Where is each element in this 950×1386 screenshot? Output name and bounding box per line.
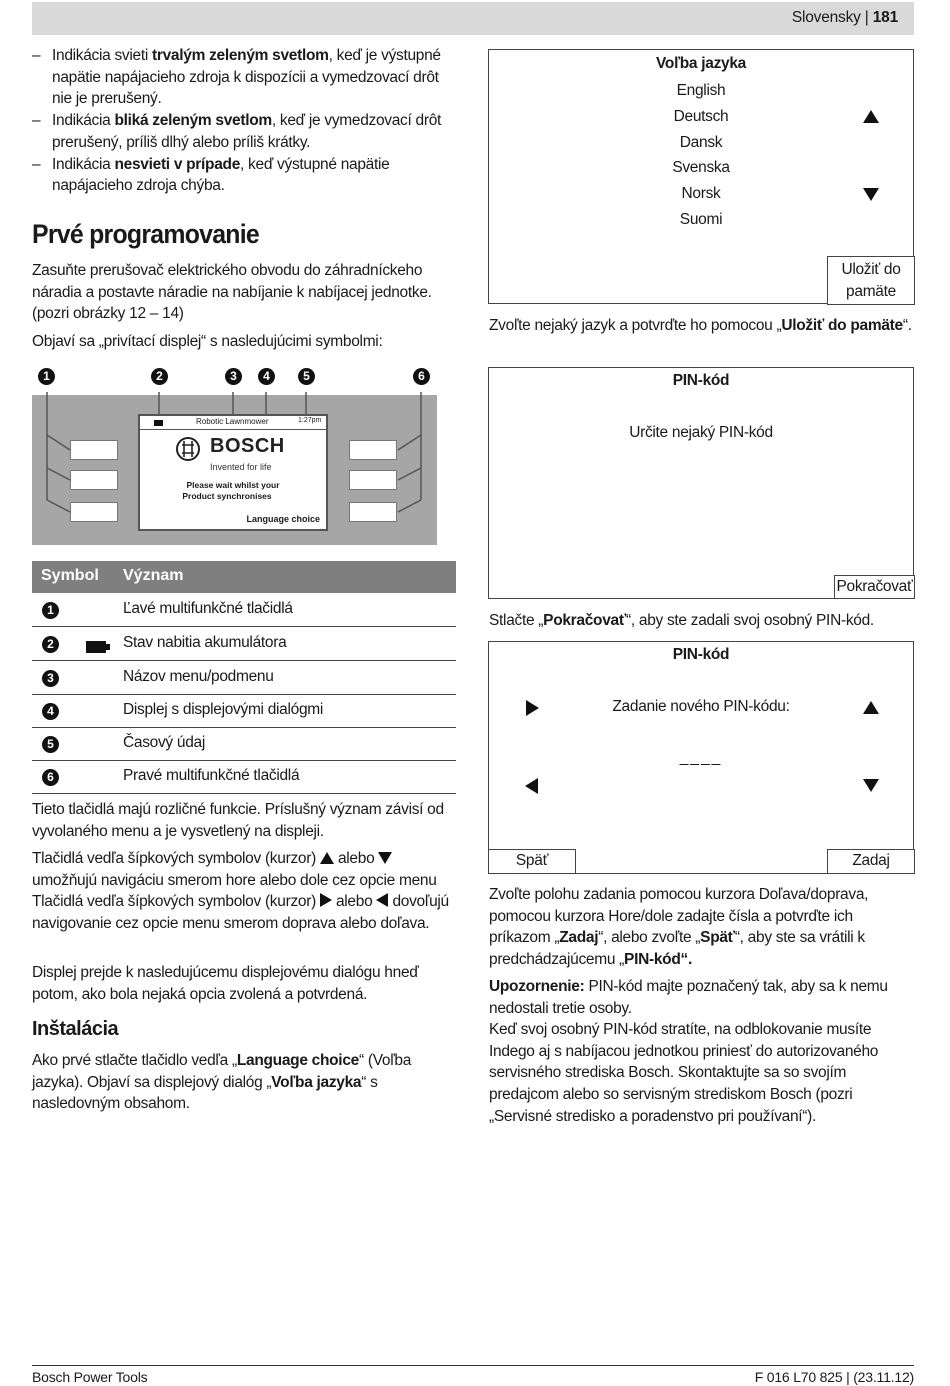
row-symbol: 3 bbox=[42, 670, 59, 687]
paragraph-cursor-nav bbox=[32, 848, 458, 935]
row-symbol: 1 bbox=[42, 602, 59, 619]
section-heading: Prvé programovanie bbox=[32, 219, 259, 249]
save-button[interactable]: Uložiť do pamäte bbox=[827, 256, 915, 305]
page-header bbox=[32, 2, 914, 35]
bullet-dash: – bbox=[32, 155, 41, 173]
bosch-logo-icon bbox=[175, 436, 201, 462]
bullet-list bbox=[32, 45, 458, 197]
text: “ s nasledovným obsahom. bbox=[32, 1073, 378, 1113]
up-arrow-icon[interactable] bbox=[863, 110, 879, 123]
right-arrow-icon bbox=[320, 893, 332, 907]
bullet-text: Indikácia bbox=[52, 155, 115, 173]
bold-text: Language choice bbox=[236, 1052, 359, 1069]
paragraph bbox=[489, 610, 917, 632]
row-meaning: Displej s displejovými dialógmi bbox=[123, 701, 324, 718]
language-option[interactable]: Suomi bbox=[679, 210, 723, 228]
table-row bbox=[32, 728, 456, 761]
up-arrow-icon bbox=[320, 852, 334, 864]
screen-time: 1:27pm bbox=[298, 417, 322, 424]
pin-dialog-enter bbox=[488, 641, 914, 874]
bullet-item bbox=[32, 110, 458, 153]
text: alebo bbox=[335, 893, 373, 911]
row-symbol: 2 bbox=[42, 636, 59, 653]
down-arrow-icon bbox=[378, 852, 392, 864]
text: umožňujú navigáciu smerom hore alebo dole cez opcie menu bbox=[32, 871, 437, 889]
dialog-title: PIN-kód bbox=[672, 646, 730, 663]
bullet-bold: bliká zeleným svetlom bbox=[114, 112, 272, 130]
paragraph: Tieto tlačidlá majú rozličné funkcie. Príslušný význam závisí od vyvolaného menu a je vysvetlený na displeji. bbox=[32, 801, 444, 840]
down-arrow-icon[interactable] bbox=[863, 779, 879, 792]
bullet-item bbox=[32, 45, 458, 110]
bold-text: Zadaj bbox=[559, 929, 599, 947]
dialog-title: Voľba jazyka bbox=[656, 55, 746, 72]
continue-button[interactable]: Pokračovať bbox=[834, 575, 915, 599]
row-meaning: Pravé multifunkčné tlačidlá bbox=[123, 767, 300, 784]
language-option[interactable]: Dansk bbox=[679, 133, 723, 151]
table-row bbox=[32, 594, 456, 627]
table-row bbox=[32, 761, 456, 794]
paragraph bbox=[489, 884, 917, 971]
callout-2: 2 bbox=[151, 368, 168, 385]
back-button[interactable]: Späť bbox=[488, 849, 576, 874]
bold-text: PIN-kód bbox=[624, 951, 681, 969]
text: Tlačidlá vedľa šípkových symbolov (kurzor) bbox=[32, 893, 316, 911]
screen-divider bbox=[140, 429, 326, 430]
bold-text: Uložiť do pamäte bbox=[781, 317, 903, 334]
battery-icon bbox=[154, 420, 163, 426]
header-separator: | bbox=[864, 9, 869, 26]
bold-text: “. bbox=[680, 951, 692, 969]
table-row bbox=[32, 628, 456, 661]
language-choice-label: Language choice bbox=[246, 514, 320, 524]
header-text bbox=[792, 9, 898, 27]
intro-paragraph: Zasuňte prerušovač elektrického obvodu do záhradníckeho náradia a postavte náradie na nabíjanie k nabíjacej jednotke. (pozri obrázky 12 – 14) bbox=[32, 262, 432, 323]
text: Ako prvé stlačte tlačidlo vedľa „ bbox=[32, 1052, 237, 1069]
page-number: 181 bbox=[872, 9, 898, 26]
brand-tagline: Invented for life bbox=[210, 462, 272, 472]
bullet-text: Indikácia bbox=[52, 112, 115, 130]
screen-title: Robotic Lawnmower bbox=[196, 417, 269, 426]
dialog-message: Určite nejaký PIN-kód bbox=[629, 424, 773, 441]
dialog-title: PIN-kód bbox=[672, 372, 730, 389]
bullet-text: Indikácia svieti bbox=[52, 47, 153, 64]
text: “ (Voľba jazyka). Objaví sa displejový dialóg „ bbox=[32, 1052, 412, 1091]
bullet-dash: – bbox=[32, 112, 41, 130]
callout-4: 4 bbox=[258, 368, 275, 385]
text: “, aby ste sa vrátili k predchádzajúcemu „ bbox=[489, 929, 865, 969]
footer-left: Bosch Power Tools bbox=[32, 1369, 148, 1385]
row-meaning: Ľavé multifunkčné tlačidlá bbox=[123, 600, 293, 617]
header-language: Slovensky bbox=[791, 9, 861, 26]
row-meaning: Časový údaj bbox=[123, 734, 205, 751]
brand-name: BOSCH bbox=[210, 435, 285, 457]
text: “, aby ste zadali svoj osobný PIN-kód. bbox=[626, 612, 874, 629]
bold-text: Pokračovať bbox=[543, 612, 626, 629]
text: “, alebo zvoľte „ bbox=[598, 929, 701, 947]
table-row bbox=[32, 662, 456, 695]
battery-icon bbox=[86, 641, 106, 653]
text: alebo bbox=[337, 850, 375, 867]
bold-text: Späť bbox=[700, 929, 735, 947]
language-option[interactable]: Deutsch bbox=[673, 107, 729, 125]
col-meaning: Význam bbox=[123, 567, 184, 584]
col-symbol: Symbol bbox=[41, 567, 99, 584]
text: dovoľujú navigovanie cez opcie menu smerom doprava alebo doľava. bbox=[32, 893, 449, 933]
text: Tlačidlá vedľa šípkových symbolov (kurzor) bbox=[32, 850, 316, 867]
text: Stlačte „ bbox=[489, 612, 544, 629]
text: PIN-kód majte poznačený tak, aby sa k nemu nedostali tretie osoby. bbox=[489, 978, 888, 1017]
screen-message-2: Product synchronises bbox=[182, 491, 272, 501]
down-arrow-icon[interactable] bbox=[863, 188, 879, 201]
bullet-bold: nesvieti v prípade bbox=[114, 155, 241, 173]
text: “. bbox=[902, 317, 912, 334]
row-meaning: Stav nabitia akumulátora bbox=[123, 634, 287, 651]
callout-5: 5 bbox=[298, 368, 315, 385]
language-option[interactable]: Svenska bbox=[672, 159, 730, 177]
text: Zvoľte polohu zadania pomocou kurzora Doľava/doprava, pomocou kurzora Hore/dole zadajte čísla a potvrďte ich príkazom „ bbox=[489, 886, 869, 947]
paragraph bbox=[489, 315, 917, 337]
note-label: Upozornenie: bbox=[489, 978, 585, 995]
text: Zvoľte nejaký jazyk a potvrďte ho pomocou „ bbox=[489, 317, 782, 334]
bullet-dash: – bbox=[32, 47, 41, 64]
footer-right: F 016 L70 825 | (23.11.12) bbox=[754, 1369, 914, 1385]
paragraph: Displej prejde k nasledujúcemu displejovému dialógu hneď potom, ako bola nejaká opcia zvolená a potvrdená. bbox=[32, 964, 419, 1003]
paragraph-installation bbox=[32, 1050, 458, 1115]
bullet-text: , keď výstupné napätie napájacieho zdroja chýba. bbox=[52, 155, 390, 195]
callout-6: 6 bbox=[413, 368, 430, 385]
note-paragraph bbox=[489, 976, 917, 1019]
pin-dialog-set bbox=[488, 367, 914, 599]
row-symbol: 4 bbox=[42, 703, 59, 720]
bold-text: Voľba jazyka bbox=[271, 1073, 362, 1091]
table-row bbox=[32, 695, 456, 728]
callout-3: 3 bbox=[225, 368, 242, 385]
symbol-table-header bbox=[32, 561, 456, 593]
bullet-bold: trvalým zeleným svetlom bbox=[152, 47, 329, 64]
pin-input[interactable]: ____ bbox=[679, 749, 723, 766]
screen-message-1: Please wait whilst your bbox=[186, 480, 280, 490]
paragraph: Keď svoj osobný PIN-kód stratíte, na odblokovanie musíte Indego aj s nabíjacou jednotkou priniesť do autorizovaného servisného strediska Bosch. Skontaktujte sa so svojím predajcom alebo so servisným strediskom Bosch (pozri „Servisné stredisko a poradenstvo pri používaní“). bbox=[489, 1021, 879, 1125]
left-arrow-icon[interactable] bbox=[525, 778, 538, 794]
up-arrow-icon[interactable] bbox=[863, 701, 879, 714]
bullet-text: , keď je výstupné napätie napájacieho zdroja k dispozícii a vymedzovací drôt nie je prerušený. bbox=[52, 47, 441, 108]
callout-1: 1 bbox=[38, 368, 55, 385]
language-dialog bbox=[488, 49, 914, 304]
left-arrow-icon bbox=[376, 893, 388, 907]
row-symbol: 5 bbox=[42, 736, 59, 753]
intro-paragraph-2: Objaví sa „privítací displej“ s nasledujúcimi symbolmi: bbox=[32, 333, 383, 350]
device-screen bbox=[138, 414, 328, 531]
bullet-item bbox=[32, 154, 458, 197]
row-meaning: Názov menu/podmenu bbox=[123, 668, 274, 685]
language-option[interactable]: English bbox=[676, 82, 726, 99]
bullet-text: , keď je vymedzovací drôt prerušený, príliš dlhý alebo príliš krátky. bbox=[52, 112, 442, 151]
right-arrow-icon[interactable] bbox=[526, 700, 539, 716]
footer-rule bbox=[32, 1365, 914, 1366]
language-option[interactable]: Norsk bbox=[681, 185, 721, 203]
row-symbol: 6 bbox=[42, 769, 59, 786]
subheading-installation: Inštalácia bbox=[32, 1018, 119, 1040]
enter-button[interactable]: Zadaj bbox=[827, 849, 915, 874]
language-list bbox=[489, 78, 913, 233]
dialog-message: Zadanie nového PIN-kódu: bbox=[612, 698, 790, 715]
